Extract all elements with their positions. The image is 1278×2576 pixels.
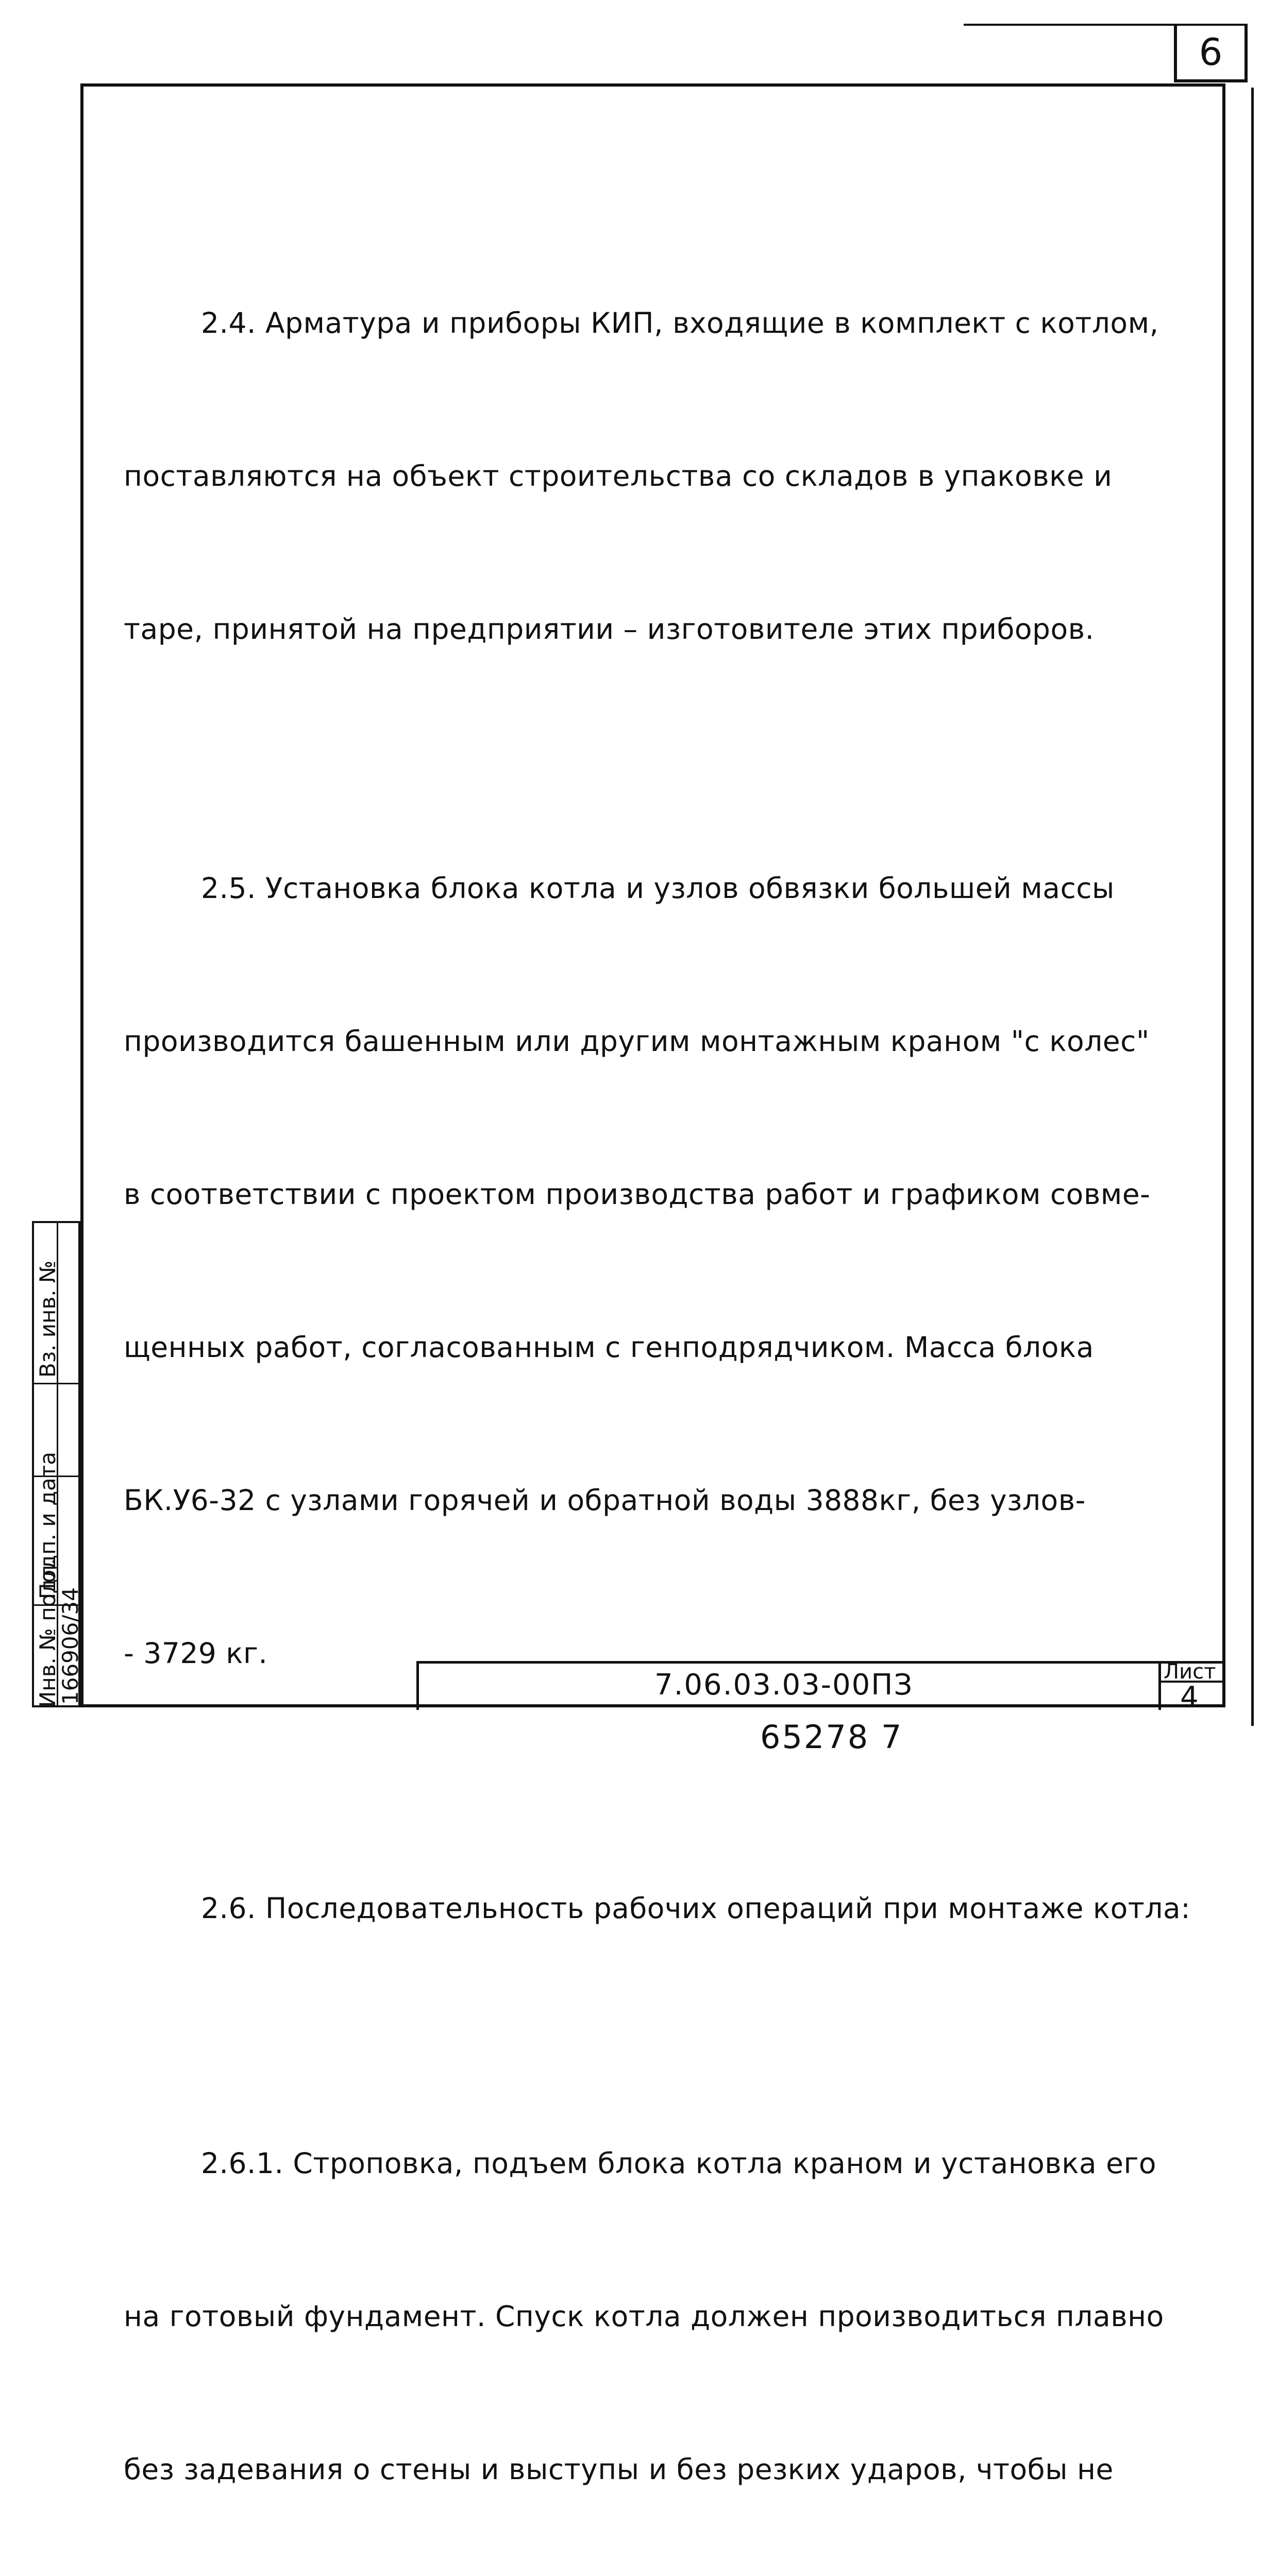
paragraph-2-5 (124, 761, 1211, 1781)
paragraph-2-4 (124, 196, 1211, 757)
text-line: без задевания о стены и выступы и без резких ударов, чтобы не (124, 2453, 1114, 2486)
text-line: - 3729 кг. (124, 1637, 268, 1670)
page-number: 6 (1174, 24, 1248, 82)
text-line: в соответствии с проектом производства работ и графиком совме- (124, 1178, 1151, 1211)
stamp-divider (34, 1383, 78, 1384)
inv-no-value: 166906/34 (58, 1587, 83, 1705)
document-body (124, 196, 1211, 2576)
title-block-sheet-rule (1158, 1661, 1161, 1710)
text-line: 2.6.1. Строповка, подъем блока котла краном и установка его (201, 2147, 1157, 2180)
sheet-label: Лист (1164, 1660, 1216, 1684)
text-line: 2.6. Последовательность рабочих операций при монтаже котла: (201, 1892, 1191, 1925)
text-line: 2.5. Установка блока котла и узлов обвязки большей массы (201, 872, 1115, 905)
document-code: 7.06.03.03-00ПЗ (654, 1668, 914, 1702)
right-edge-line (1251, 88, 1254, 1726)
replace-inv-label: Вз. инв. № (35, 1260, 60, 1378)
paragraph-2-6-1 (124, 2036, 1211, 2576)
paragraph-2-6 (124, 1781, 1211, 2036)
title-block-top-rule (416, 1661, 1225, 1664)
archive-number: 65278 7 (760, 1718, 903, 1756)
sign-date-label: Подп. и дата (35, 1451, 60, 1599)
side-stamp (32, 1221, 83, 1707)
text-line: производится башенным или другим монтажным краном "с колес" (124, 1025, 1150, 1058)
title-block-left-rule (416, 1661, 419, 1710)
text-line: щенных работ, согласованным с генподрядчиком. Масса блока (124, 1331, 1094, 1364)
inv-no-label: Инв. № подл. (35, 1558, 60, 1707)
text-line: поставляются на объект строительства со складов в упаковке и (124, 460, 1113, 493)
text-line: на готовый фундамент. Спуск котла должен производиться плавно (124, 2300, 1164, 2333)
text-line: 2.4. Арматура и приборы КИП, входящие в комплект с котлом, (201, 307, 1159, 340)
sheet-number: 4 (1180, 1681, 1199, 1714)
text-line: таре, принятой на предприятии – изготовителе этих приборов. (124, 613, 1095, 646)
text-line: БК.У6-32 с узлами горячей и обратной воды 3888кг, без узлов- (124, 1484, 1086, 1517)
